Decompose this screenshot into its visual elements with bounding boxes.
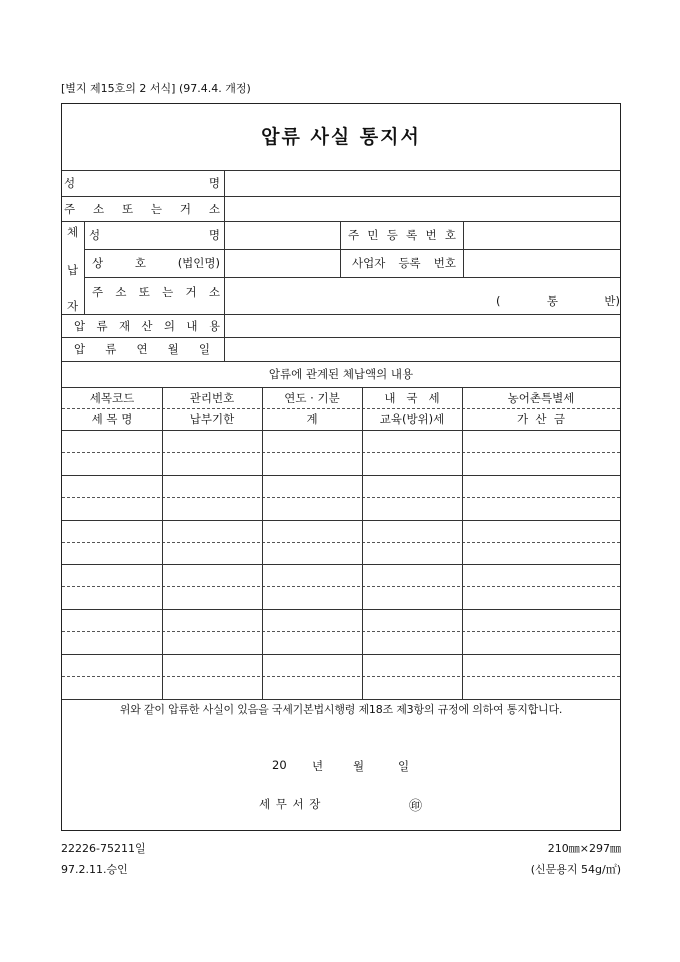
rule xyxy=(463,221,464,277)
tong-ban-label: ( 통 반) xyxy=(496,294,620,308)
form-title: 압류 사실 통지서 xyxy=(261,126,421,148)
rule xyxy=(62,564,620,565)
rule xyxy=(340,221,341,277)
taxpayer-label-char: 납 xyxy=(67,263,79,277)
dashed-rule xyxy=(62,586,620,587)
rule xyxy=(62,654,620,655)
col-header-bottom: 세 목 명 xyxy=(91,412,133,426)
rule xyxy=(224,170,225,361)
notice-text: 위와 같이 압류한 사실이 있음을 국세기본법시행령 제18조 제3항의 규정에 의하여 통지합니다. xyxy=(119,703,563,716)
paper-size: 210㎜×297㎜ xyxy=(547,842,621,855)
col-header-top: 세목코드 xyxy=(89,390,135,405)
date-month-label: 월 xyxy=(353,759,365,773)
dashed-rule xyxy=(62,542,620,543)
dashed-rule xyxy=(62,497,620,498)
signer-title: 세 무 서 장 xyxy=(259,797,322,811)
rule xyxy=(262,387,263,699)
notice-form xyxy=(61,103,621,831)
seized-property-label: 압 류 재 산 의 내 용 xyxy=(74,318,220,333)
arrears-section-title: 압류에 관계된 체납액의 내용 xyxy=(268,367,414,381)
rule xyxy=(362,387,363,699)
rule xyxy=(62,475,620,476)
taxpayer-label-char: 체 xyxy=(67,225,79,239)
rule xyxy=(62,430,620,431)
col-header-top: 내 국 세 xyxy=(384,390,440,405)
col-header-bottom: 가 산 금 xyxy=(517,412,565,426)
seizure-date-label: 압 류 연 월 일 xyxy=(74,342,210,356)
rule xyxy=(62,699,620,700)
taxpayer-name-label: 성 명 xyxy=(89,228,220,242)
rule xyxy=(84,221,85,314)
seal-mark: ㊞ xyxy=(409,799,423,814)
col-header-bottom: 납부기한 xyxy=(189,412,235,426)
trade-name-label: 상 호 (법인명) xyxy=(92,256,220,270)
date-year-label: 년 xyxy=(312,759,324,773)
resident-number-label: 주 민 등 록 번 호 xyxy=(348,228,456,242)
col-header-bottom: 계 xyxy=(306,412,318,426)
taxpayer-address-label: 주 소 또 는 거 소 xyxy=(92,285,220,299)
dashed-rule xyxy=(62,676,620,677)
date-day-label: 일 xyxy=(398,759,410,773)
business-number-label: 사업자 등록 번호 xyxy=(352,256,456,270)
col-header-bottom: 교육(방위)세 xyxy=(379,412,445,426)
rule xyxy=(62,520,620,521)
date-year: 20 xyxy=(272,758,287,772)
form-code: 22226-75211일 xyxy=(61,842,146,855)
taxpayer-label-char: 자 xyxy=(67,299,79,313)
paper-type: (신문용지 54g/㎡) xyxy=(530,863,621,876)
rule xyxy=(62,609,620,610)
col-header-top: 농어촌특별세 xyxy=(507,390,575,405)
approval-date: 97.2.11.승인 xyxy=(61,863,128,876)
dashed-rule xyxy=(62,452,620,453)
rule xyxy=(462,387,463,699)
form-header-note: [별지 제15호의 2 서식] (97.4.4. 개정) xyxy=(61,82,251,95)
col-header-top: 연도 · 기분 xyxy=(284,390,340,405)
name-label: 성 명 xyxy=(64,176,220,190)
dashed-rule xyxy=(62,631,620,632)
rule xyxy=(162,387,163,699)
address-label: 주 소 또 는 거 소 xyxy=(64,201,220,216)
col-header-top: 관리번호 xyxy=(189,390,235,405)
